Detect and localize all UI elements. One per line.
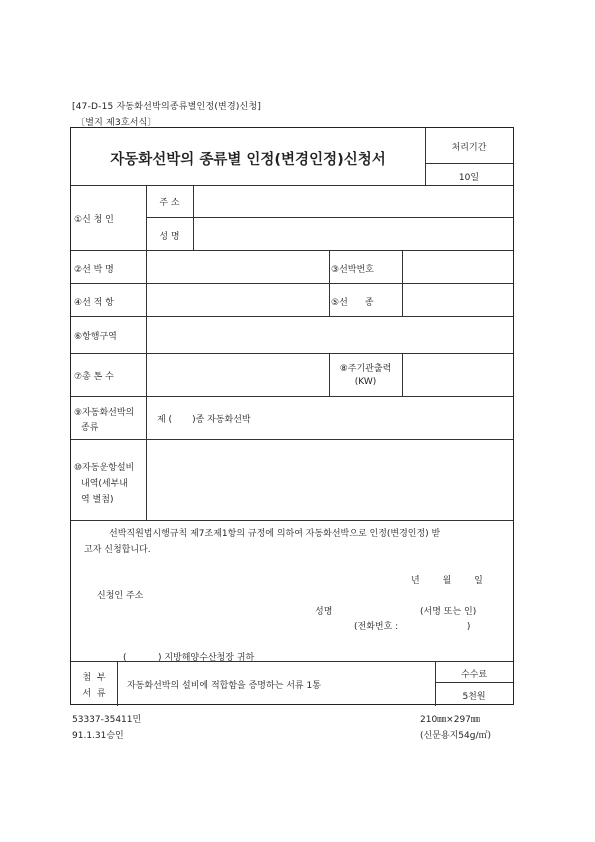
footer-paper-size: 210㎜×297㎜ — [420, 715, 480, 725]
fee-label: 수수료 — [460, 670, 488, 680]
name-label: 성 명 — [159, 232, 180, 242]
recipient-line: ( ) 지방해양수산청장 귀하 — [123, 653, 255, 663]
processing-period-label: 처리기간 — [451, 143, 487, 153]
gross-tonnage-label: ⑦총 톤 수 — [74, 372, 114, 382]
form-code: [47-D-15 자동화선박의종류별인정(변경)신청] — [72, 102, 262, 112]
form-number: 〔별지 제3호서식〕 — [76, 118, 157, 128]
footer-paper-type: (신문용지54g/㎡) — [420, 731, 491, 741]
ship-number-label: ③선박번호 — [331, 265, 374, 275]
registry-port-label: ④선 적 항 — [74, 298, 114, 308]
ship-name-label: ②선 박 명 — [74, 265, 114, 275]
footer-approval: 91.1.31승인 — [72, 731, 124, 741]
applicant-label: ①신 청 인 — [74, 215, 114, 225]
processing-period-value: 10일 — [458, 173, 480, 183]
applicant-name-label: 성명 — [315, 607, 333, 617]
footer-form-number: 53337-35411민 — [72, 715, 142, 725]
address-label: 주 소 — [159, 198, 180, 208]
equipment-label-3: 역 별첨) — [81, 495, 114, 505]
equipment-label: ⑩자동운항설비 — [74, 463, 135, 473]
fee-value: 5천원 — [462, 692, 486, 702]
applicant-address-label: 신청인 주소 — [97, 591, 144, 601]
signature-label: (서명 또는 인) — [420, 607, 477, 617]
engine-output-label: ⑧주기관출력 — [339, 364, 392, 374]
attachment-label-2: 서 류 — [82, 689, 106, 699]
automation-type-label-2: 종류 — [81, 423, 99, 433]
form-title: 자동화선박의 종류별 인정(변경인정)신청서 — [110, 152, 386, 168]
date-line: 년 월 일 — [411, 576, 483, 586]
engine-output-unit: (KW) — [354, 377, 377, 387]
attachment-text: 자동화선박의 설비에 적합함을 증명하는 서류 1통 — [127, 681, 321, 691]
automation-type-label: ⑨자동화선박의 — [74, 408, 135, 418]
navigation-area-label: ⑥항행구역 — [74, 332, 117, 342]
ship-type-label: ⑤선 종 — [331, 298, 374, 308]
attachment-label: 첨 부 — [82, 673, 106, 683]
phone-label: (전화번호 : ) — [354, 622, 471, 632]
automation-type-value: 제 ( )종 자동화선박 — [157, 415, 251, 425]
application-form — [70, 127, 514, 705]
statement-line-1: 선박직원법시행규칙 제7조제1항의 규정에 의하여 자동화선박으로 인정(변경인정) 받 — [109, 529, 441, 539]
equipment-label-2: 내역(세부내 — [81, 479, 128, 489]
statement-line-2: 고자 신청합니다. — [84, 545, 151, 555]
